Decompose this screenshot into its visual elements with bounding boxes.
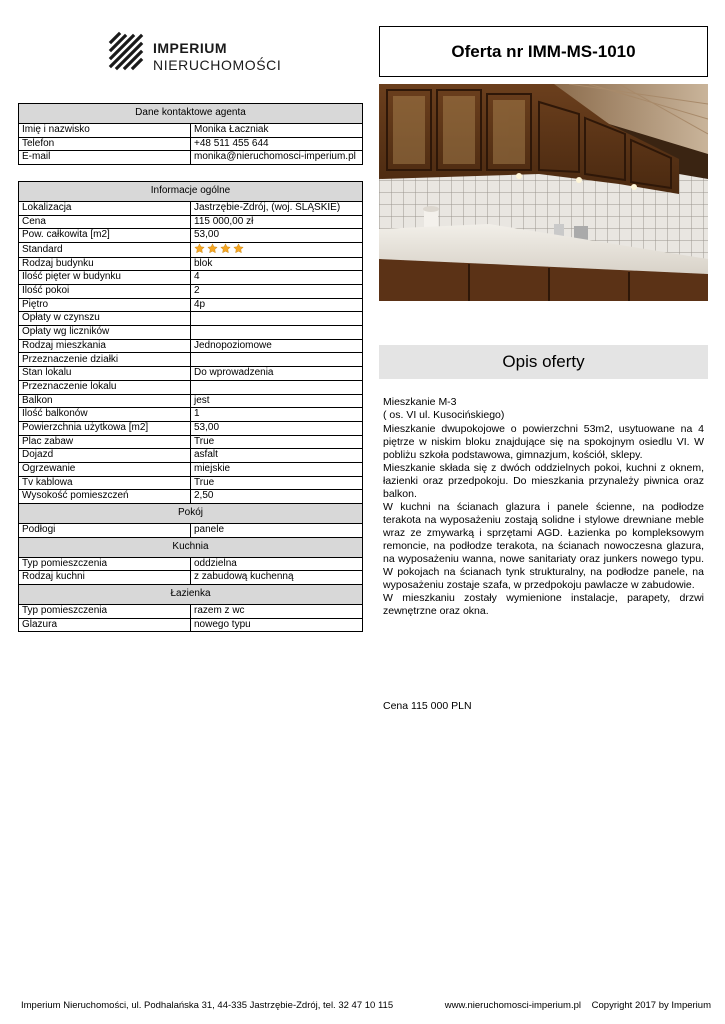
- page-footer: [21, 1000, 711, 1011]
- row-label: Piętro: [19, 298, 191, 312]
- row-value: 2: [191, 285, 363, 299]
- row-label: Typ pomieszczenia: [19, 557, 191, 571]
- description-paragraph: Mieszkanie składa się z dwóch oddzielnych pokoi, kuchni z oknem, łazienki oraz przedpokoju. Do mieszkania przynależy piwnica oraz balkon.: [383, 462, 704, 500]
- row-value: Jednopoziomowe: [191, 339, 363, 353]
- table-row: [19, 449, 363, 463]
- row-value: asfalt: [191, 449, 363, 463]
- row-value: [191, 312, 363, 326]
- footer-website-link[interactable]: www.nieruchomosci-imperium.pl: [444, 1000, 582, 1011]
- row-label: Ilość pokoi: [19, 285, 191, 299]
- table-row: [19, 257, 363, 271]
- row-value: 4: [191, 271, 363, 285]
- table-row: [19, 435, 363, 449]
- row-label: Wysokość pomieszczeń: [19, 490, 191, 504]
- description-paragraph: W kuchni na ścianach glazura i panele ścienne, na podłodze terakota na wyposażeniu zostają solidne i stylowe drewniane meble wraz ze zmywarką i sprzętami AGD. Łazienka po kompleksowym remoncie, na podłodze terakota, na ścianach nowoczesna glazura, na wyposażeniu wanna, nowe sanitariaty oraz junkers nowego typu. W pokojach na ścianach tynk strukturalny, na podłodze panele, na wyposażeniu zostaje szafa, w przedpokoju pawlacze w zabudowie.: [383, 501, 704, 591]
- row-value: z zabudową kuchenną: [191, 571, 363, 585]
- row-label: Dojazd: [19, 449, 191, 463]
- row-label: Imię i nazwisko: [19, 124, 191, 138]
- row-value: blok: [191, 257, 363, 271]
- table-row: [19, 353, 363, 367]
- logo-text-secondary: NIERUCHOMOŚCI: [153, 57, 282, 73]
- row-value: 2,50: [191, 490, 363, 504]
- row-value: panele: [191, 524, 363, 538]
- table-row: [19, 124, 363, 138]
- row-value: 115 000,00 zł: [191, 215, 363, 229]
- row-label: Tv kablowa: [19, 476, 191, 490]
- row-value: Monika Łaczniak: [191, 124, 363, 138]
- row-label: Cena: [19, 215, 191, 229]
- subtitle-line-2: ( os. VI ul. Kusocińskiego): [383, 409, 505, 421]
- row-label: Stan lokalu: [19, 367, 191, 381]
- row-label: Przeznaczenie lokalu: [19, 380, 191, 394]
- agent-contact-table: [18, 103, 363, 165]
- row-value: 53,00: [191, 229, 363, 243]
- table-row: [19, 215, 363, 229]
- row-label: Powierzchnia użytkowa [m2]: [19, 421, 191, 435]
- section-header-pokoj: Pokój: [19, 504, 363, 524]
- row-label: Opłaty wg liczników: [19, 326, 191, 340]
- row-value: True: [191, 476, 363, 490]
- description-header: Opis oferty: [379, 345, 708, 379]
- row-label: Rodzaj kuchni: [19, 571, 191, 585]
- row-value: +48 511 455 644: [191, 137, 363, 151]
- contact-header: Dane kontaktowe agenta: [19, 104, 363, 124]
- row-value: Jastrzębie-Zdrój, (woj. ŚLĄSKIE): [191, 202, 363, 216]
- description-subtitle: [383, 396, 504, 422]
- row-value: 1: [191, 408, 363, 422]
- row-value: Do wprowadzenia: [191, 367, 363, 381]
- row-label: Typ pomieszczenia: [19, 605, 191, 619]
- row-label: Przeznaczenie działki: [19, 353, 191, 367]
- section-header-kuchnia: Kuchnia: [19, 537, 363, 557]
- row-label: Telefon: [19, 137, 191, 151]
- table-row: [19, 571, 363, 585]
- row-value: 53,00: [191, 421, 363, 435]
- row-value: oddzielna: [191, 557, 363, 571]
- table-row: [19, 462, 363, 476]
- general-info-table: [18, 181, 363, 632]
- footer-address: Imperium Nieruchomości, ul. Podhalańska 31, 44-335 Jastrzębie-Zdrój, tel. 32 47 10 115: [21, 1000, 394, 1011]
- logo-mark-icon: [108, 30, 148, 76]
- offer-title: Oferta nr IMM-MS-1010: [379, 26, 708, 77]
- table-row: [19, 312, 363, 326]
- row-value: 4p: [191, 298, 363, 312]
- table-row: [19, 271, 363, 285]
- row-value: monika@nieruchomosci-imperium.pl: [191, 151, 363, 165]
- star-icon: [233, 243, 244, 254]
- table-row: [19, 421, 363, 435]
- table-row: [19, 618, 363, 632]
- table-row: [19, 367, 363, 381]
- table-row: [19, 605, 363, 619]
- row-label: Lokalizacja: [19, 202, 191, 216]
- row-value: nowego typu: [191, 618, 363, 632]
- table-row: [19, 476, 363, 490]
- row-label: Opłaty w czynszu: [19, 312, 191, 326]
- star-icon: [194, 243, 205, 254]
- row-label: Standard: [19, 243, 191, 258]
- table-row: [19, 285, 363, 299]
- row-value: [191, 326, 363, 340]
- row-value: True: [191, 435, 363, 449]
- row-label: Podłogi: [19, 524, 191, 538]
- table-row: [19, 394, 363, 408]
- table-row: [19, 339, 363, 353]
- row-label: Ilość balkonów: [19, 408, 191, 422]
- table-row: [19, 151, 363, 165]
- row-label: Rodzaj mieszkania: [19, 339, 191, 353]
- row-value: miejskie: [191, 462, 363, 476]
- row-value: jest: [191, 394, 363, 408]
- row-value: razem z wc: [191, 605, 363, 619]
- footer-copyright: Copyright 2017 by Imperium: [591, 1000, 711, 1011]
- star-icon: [220, 243, 231, 254]
- description-paragraph: Mieszkanie dwupokojowe o powierzchni 53m2, usytuowane na 4 piętrze w niskim bloku znajdujące się na spokojnym osiedlu VI. W pobliżu szkoła podstawowa, gimnazjum, kościół, sklepy.: [383, 423, 704, 461]
- table-row: [19, 524, 363, 538]
- table-row: [19, 298, 363, 312]
- row-label: Glazura: [19, 618, 191, 632]
- price-summary: Cena 115 000 PLN: [383, 700, 472, 712]
- table-row: [19, 202, 363, 216]
- row-label: Ogrzewanie: [19, 462, 191, 476]
- standard-rating: [191, 243, 363, 258]
- row-value: [191, 353, 363, 367]
- row-label: Ilość pięter w budynku: [19, 271, 191, 285]
- row-label: Balkon: [19, 394, 191, 408]
- row-label: E-mail: [19, 151, 191, 165]
- logo-text-primary: IMPERIUM: [153, 40, 227, 56]
- company-logo: [108, 30, 288, 78]
- row-label: Rodzaj budynku: [19, 257, 191, 271]
- section-header-lazienka: Łazienka: [19, 585, 363, 605]
- table-row: [19, 490, 363, 504]
- general-header: Informacje ogólne: [19, 182, 363, 202]
- table-row: [19, 557, 363, 571]
- star-icon: [207, 243, 218, 254]
- star-rating: [194, 244, 246, 255]
- description-paragraph: W mieszkaniu zostały wymienione instalacje, parapety, drzwi zewnętrzne oraz okna.: [383, 592, 704, 617]
- table-row: [19, 137, 363, 151]
- table-row: [19, 380, 363, 394]
- table-row: [19, 408, 363, 422]
- row-label: Plac zabaw: [19, 435, 191, 449]
- description-body: [383, 423, 704, 618]
- property-photo: [379, 84, 708, 301]
- table-row: [19, 229, 363, 243]
- row-value: [191, 380, 363, 394]
- table-row: [19, 243, 363, 258]
- footer-right: [445, 1000, 711, 1011]
- subtitle-line-1: Mieszkanie M-3: [383, 396, 457, 408]
- row-label: Pow. całkowita [m2]: [19, 229, 191, 243]
- table-row: [19, 326, 363, 340]
